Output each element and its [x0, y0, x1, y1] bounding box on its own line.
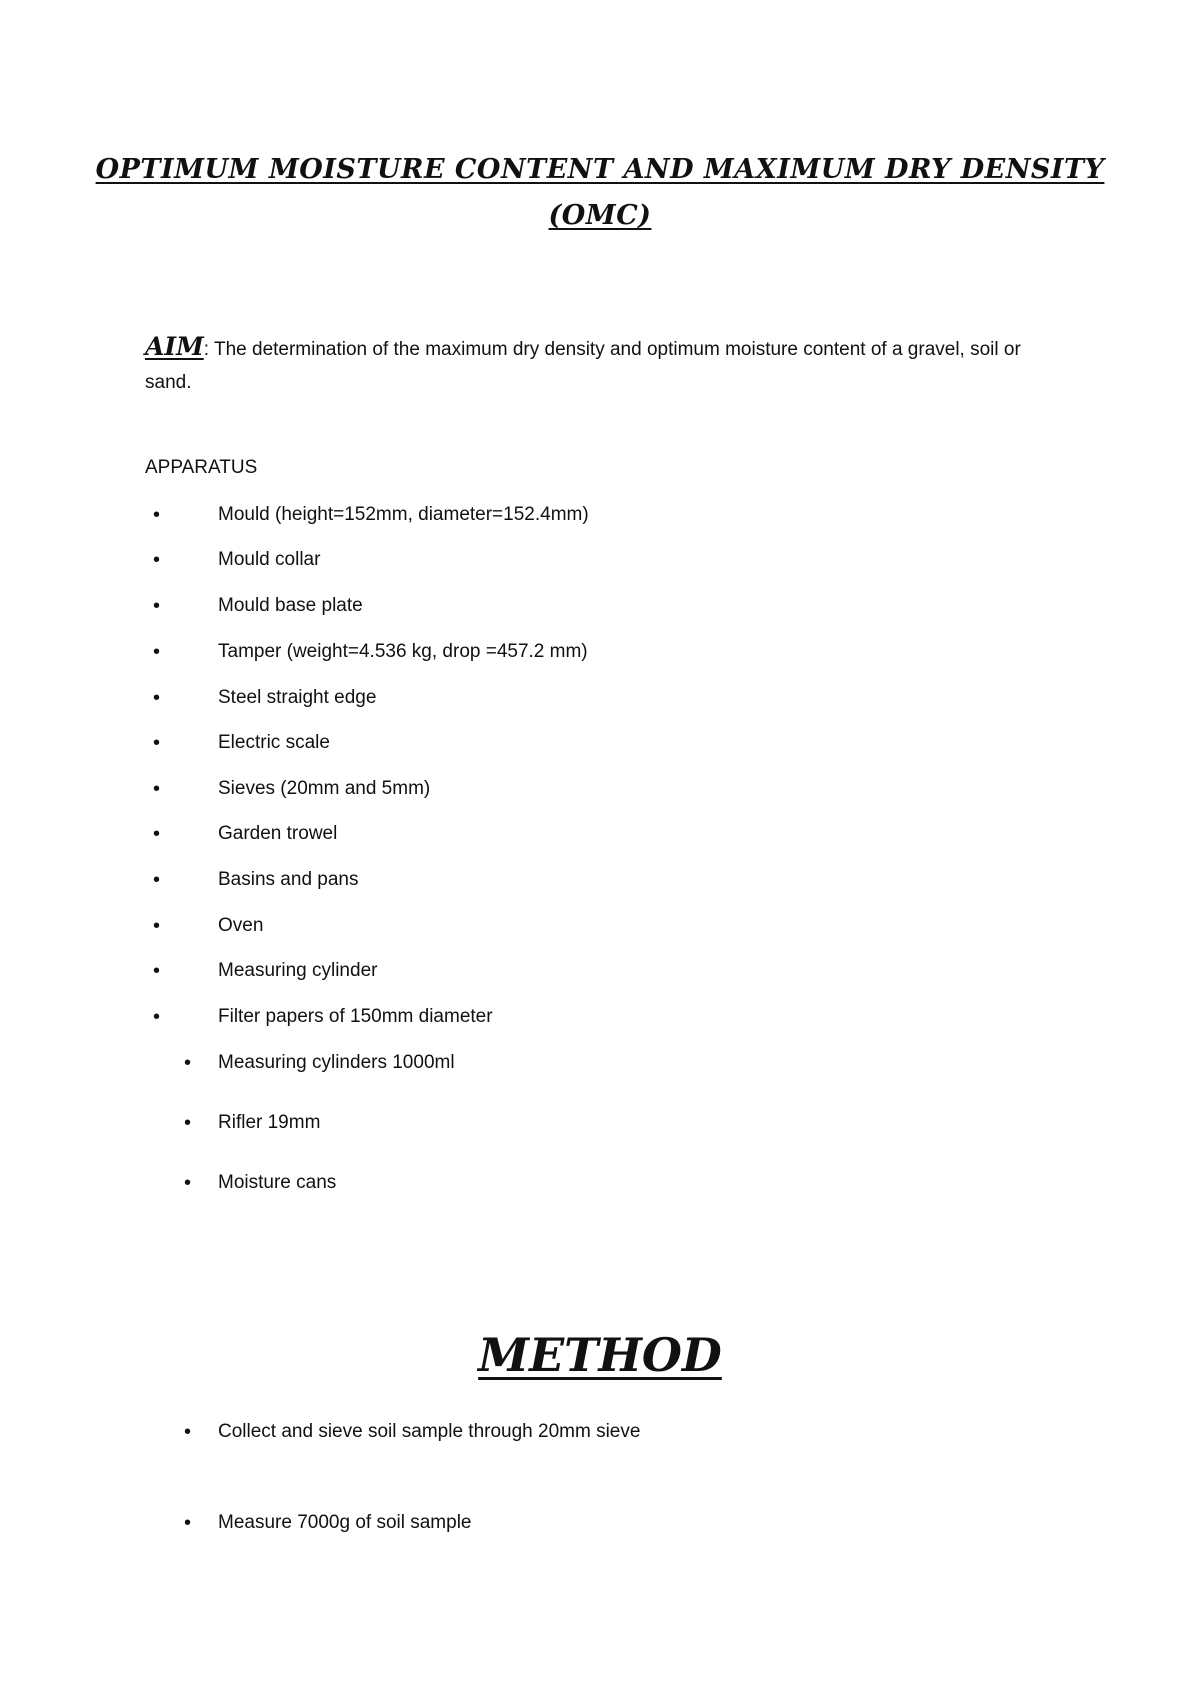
aim-label: AIM	[145, 332, 204, 361]
apparatus-item: Moisture cans	[218, 1172, 337, 1193]
bullet-icon: •	[153, 595, 161, 617]
apparatus-item: Electric scale	[218, 732, 330, 753]
bullet-icon: •	[153, 641, 161, 663]
apparatus-item: Mould base plate	[218, 595, 363, 616]
bullet-icon: •	[153, 778, 161, 800]
apparatus-item: Mould (height=152mm, diameter=152.4mm)	[218, 504, 589, 525]
apparatus-heading: APPARATUS	[145, 457, 258, 478]
apparatus-item: Basins and pans	[218, 869, 359, 890]
bullet-icon: •	[184, 1421, 192, 1443]
apparatus-item: Rifler 19mm	[218, 1112, 321, 1133]
apparatus-item: Mould collar	[218, 549, 321, 570]
bullet-icon: •	[184, 1172, 192, 1194]
bullet-icon: •	[153, 915, 161, 937]
page-title: OPTIMUM MOISTURE CONTENT AND MAXIMUM DRY DENSITY	[95, 154, 1105, 185]
bullet-icon: •	[153, 549, 161, 571]
aim-paragraph	[145, 330, 1055, 399]
bullet-icon: •	[153, 823, 161, 845]
apparatus-item: Oven	[218, 915, 264, 936]
bullet-icon: •	[153, 732, 161, 754]
apparatus-item: Tamper (weight=4.536 kg, drop =457.2 mm)	[218, 641, 588, 662]
page-title-abbreviation: (OMC)	[548, 200, 652, 231]
bullet-icon: •	[184, 1512, 192, 1534]
bullet-icon: •	[153, 687, 161, 709]
apparatus-item: Sieves (20mm and 5mm)	[218, 778, 431, 799]
bullet-icon: •	[153, 1006, 161, 1028]
apparatus-item: Measuring cylinder	[218, 960, 378, 981]
apparatus-item: Filter papers of 150mm diameter	[218, 1006, 493, 1027]
bullet-icon: •	[153, 869, 161, 891]
bullet-icon: •	[184, 1052, 192, 1074]
apparatus-item: Measuring cylinders 1000ml	[218, 1052, 455, 1073]
apparatus-item: Steel straight edge	[218, 687, 377, 708]
method-step: Collect and sieve soil sample through 20mm sieve	[218, 1421, 641, 1442]
bullet-icon: •	[153, 960, 161, 982]
apparatus-item: Garden trowel	[218, 823, 338, 844]
aim-text: : The determination of the maximum dry density and optimum moisture content of a gravel, soil or sand.	[145, 339, 1021, 393]
bullet-icon: •	[184, 1112, 192, 1134]
method-step: Measure 7000g of soil sample	[218, 1512, 472, 1533]
bullet-icon: •	[153, 504, 161, 526]
method-heading: METHOD	[478, 1328, 722, 1382]
